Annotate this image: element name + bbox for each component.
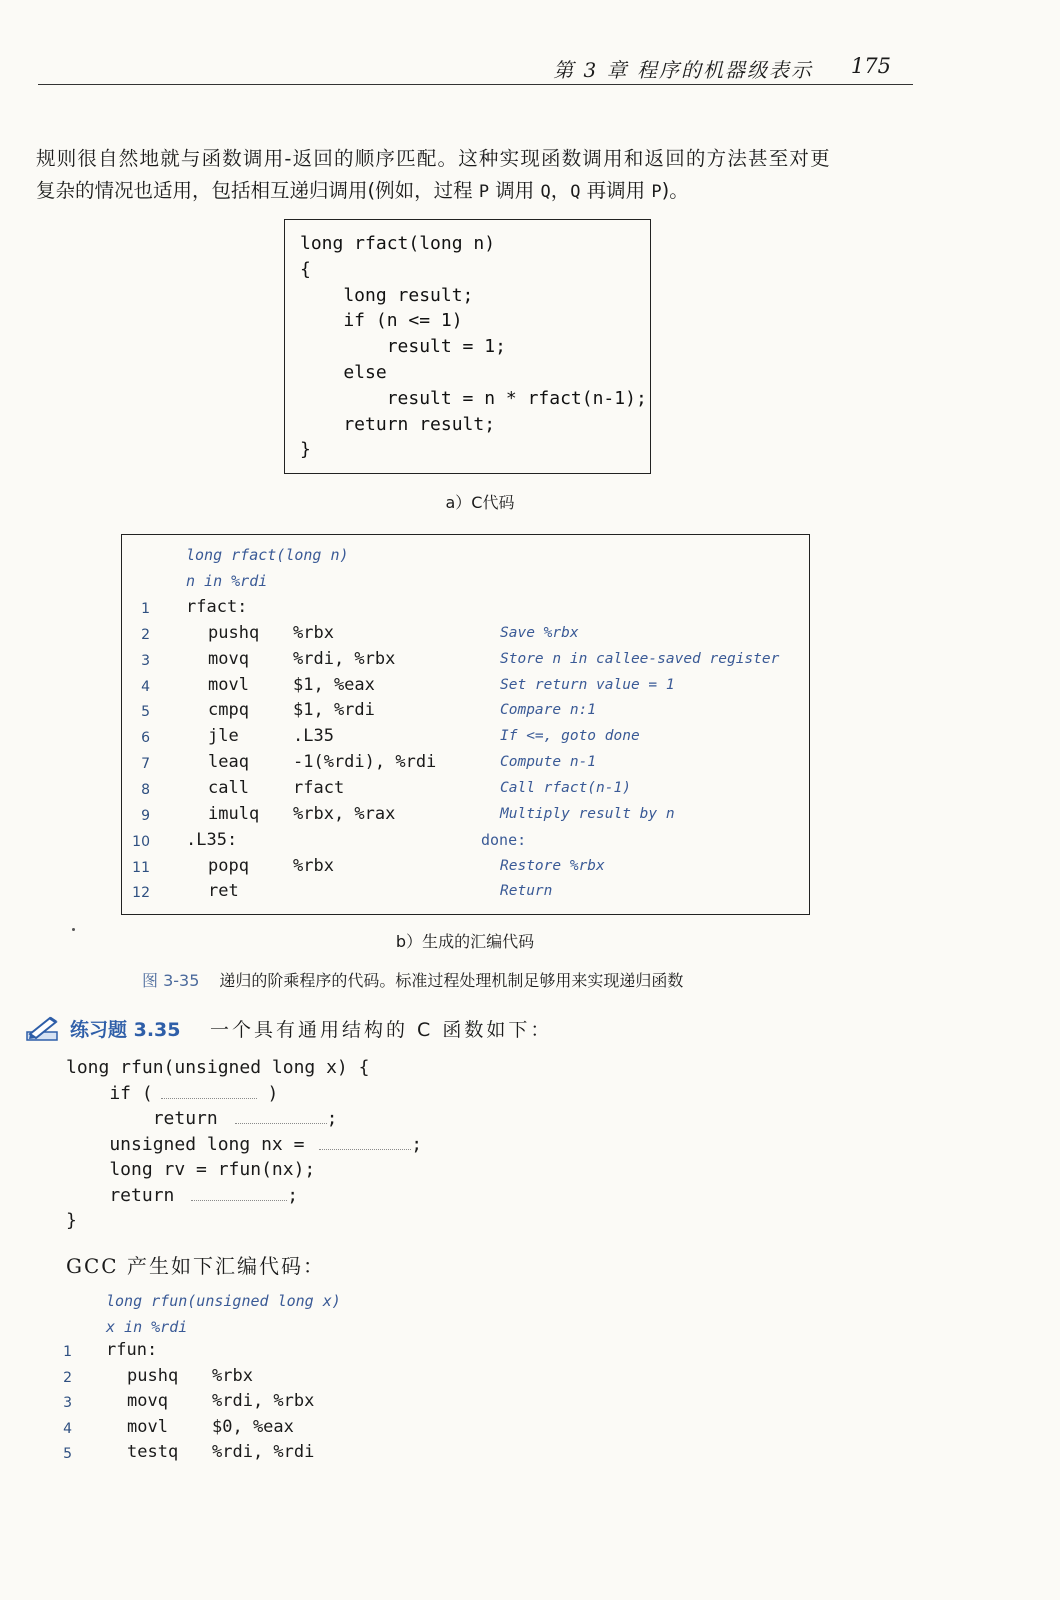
asm-comment: Compare n:1 [500,702,597,719]
asm-line [122,649,809,675]
exercise-text: 一个具有通用结构的 C 函数如下： [210,1019,553,1041]
code-text: ; [326,1108,338,1129]
asm-operands: %rbx [293,855,334,876]
asm-opcode: popq [208,855,249,876]
line-number: 3 [63,1395,72,1412]
blank-line [191,1186,287,1201]
gcc-intro: GCC 产生如下汇编代码： [66,1254,325,1278]
c-code-line: long rfact(long n) [300,233,496,254]
intro-text: )。 [661,179,689,202]
intro-line-2 [36,175,916,208]
code-token: P [478,182,490,202]
asm-comment: Call rfact(n-1) [500,779,631,796]
asm-opcode: movl [127,1416,168,1437]
chapter-title: 第 3 章 程序的机器级表示 [553,58,813,82]
exercise-title: 练习题 3.35 [70,1019,181,1041]
asm-operands: -1(%rdi), %rdi [293,752,437,773]
asm-opcode: movq [127,1391,168,1412]
line-number: 3 [141,652,150,669]
intro-text: 复杂的情况也适用，包括相互递归调用(例如，过程 [36,179,479,202]
asm-line [122,804,809,830]
asm-line [122,597,809,623]
asm-line [122,856,809,882]
asm2-header-register: x in %rdi [106,1318,188,1336]
blank-line [235,1109,327,1124]
asm-comment: Multiply result by n [500,805,675,822]
asm-comment: Save %rbx [500,624,579,641]
figure-number: 图 3-35 [142,971,200,990]
c-code-box [284,219,651,474]
c-code-line: result = 1; [300,336,506,358]
asm-opcode: testq [127,1442,179,1463]
code-token: P [651,182,662,202]
asm-opcode: call [208,777,249,798]
c-code-line: } [300,439,311,461]
line-number: 1 [141,601,150,617]
intro-paragraph [36,143,916,208]
intro-text: 再调用 [580,179,652,202]
line-number: 2 [141,626,150,643]
asm-line [122,675,809,701]
asm-opcode: cmpq [208,700,249,721]
asm-operands: %rbx [293,622,334,643]
blank-line [161,1084,257,1099]
code-text: return [66,1185,186,1206]
pencil-icon [26,1014,62,1042]
asm-operands: %rdi, %rbx [293,648,396,669]
asm-operands: %rbx, %rax [293,803,396,824]
line-number: 5 [63,1446,72,1463]
code-line: } [66,1210,77,1231]
running-header [38,50,913,85]
c-code-line: { [300,258,311,280]
asm-opcode: pushq [127,1365,179,1386]
line-number: 8 [141,781,150,798]
asm-line [55,1391,555,1417]
figure-text: 递归的阶乘程序的代码。标准过程处理机制足够用来实现递归函数 [219,971,684,990]
asm-opcode: pushq [208,622,260,643]
asm-operands: $1, %rdi [293,700,375,721]
page-number: 175 [850,54,891,78]
intro-text: 调用 [489,179,541,202]
code-line [66,1083,278,1108]
asm-header-signature: long rfact(long n) [186,546,349,564]
asm-done-label: done: [481,830,527,849]
asm-line [122,778,809,804]
line-number: 1 [63,1344,72,1360]
asm-opcode: jle [208,726,239,747]
c-code-line: else [300,361,387,383]
line-number: 7 [141,756,150,773]
intro-text: ， [550,179,571,202]
asm-line [55,1366,555,1392]
asm-header-register: n in %rdi [186,572,268,590]
asm-line [122,726,809,752]
assembly-box [121,534,810,915]
line-number: 2 [63,1369,72,1386]
asm-opcode: ret [208,881,239,902]
blank-line [319,1135,411,1150]
c-code-line: long result; [300,284,474,306]
code-text: ; [287,1185,299,1206]
asm-operands: .L35 [293,726,334,747]
c-code-listing [300,231,647,463]
asm-line [122,752,809,778]
asm-opcode: imulq [208,803,260,824]
asm-comment: Set return value = 1 [500,676,675,693]
code-line [66,1108,337,1133]
code-text: ) [256,1083,279,1104]
asm-label: rfact: [186,597,248,617]
figure-caption [142,968,683,991]
asm-label: .L35: [186,829,238,850]
asm-operands: %rbx [212,1365,253,1386]
asm-operands: $1, %eax [293,674,375,695]
code-token: Q [570,182,581,202]
line-number: 5 [141,704,150,721]
line-number: 4 [63,1420,72,1437]
asm-comment: Store n in callee-saved register [500,650,780,667]
asm-operands: $0, %eax [212,1416,294,1437]
asm-line [55,1442,555,1468]
code-text: if ( [66,1083,153,1104]
asm-line [55,1340,555,1366]
code-line [66,1134,422,1159]
intro-line-1: 规则很自然地就与函数调用-返回的顺序匹配。这种实现函数调用和返回的方法甚至对更 [36,147,831,170]
line-number: 10 [132,833,150,850]
asm-comment: Return [500,883,553,900]
caption-b: b）生成的汇编代码 [395,932,535,951]
line-number: 12 [132,885,150,902]
asm-line [122,700,809,726]
c-code-line: return result; [300,413,496,435]
rfun-assembly [55,1290,555,1480]
code-token: Q [540,182,551,202]
scan-speck [72,928,75,931]
code-text: return [66,1108,229,1129]
asm-line [55,1417,555,1443]
code-text: ; [411,1134,423,1155]
line-number: 6 [141,730,150,747]
code-line: long rfun(unsigned long x) { [66,1057,370,1078]
asm-opcode: leaq [208,752,249,773]
asm-operands: rfact [293,777,345,798]
c-code-line: if (n <= 1) [300,310,463,332]
asm-operands: %rdi, %rbx [212,1391,315,1412]
asm-line [122,881,809,907]
asm-opcode: movq [208,648,249,669]
asm-label: rfun: [106,1340,158,1360]
c-code-line: result = n * rfact(n-1); [300,387,647,409]
code-text: unsigned long nx = [66,1134,316,1155]
line-number: 11 [132,859,150,876]
line-number: 9 [141,807,150,824]
caption-a: a）C代码 [445,493,515,512]
asm2-header-signature: long rfun(unsigned long x) [106,1292,341,1310]
asm-line [122,623,809,649]
asm-comment: If <=, goto done [500,728,640,745]
code-line [66,1185,298,1210]
asm-comment: Restore %rbx [500,857,605,874]
asm-comment: Compute n-1 [500,754,597,771]
asm-opcode: movl [208,674,249,695]
asm-operands: %rdi, %rdi [212,1442,315,1463]
line-number: 4 [141,678,150,695]
code-line: long rv = rfun(nx); [66,1159,316,1180]
asm-line [122,830,809,856]
